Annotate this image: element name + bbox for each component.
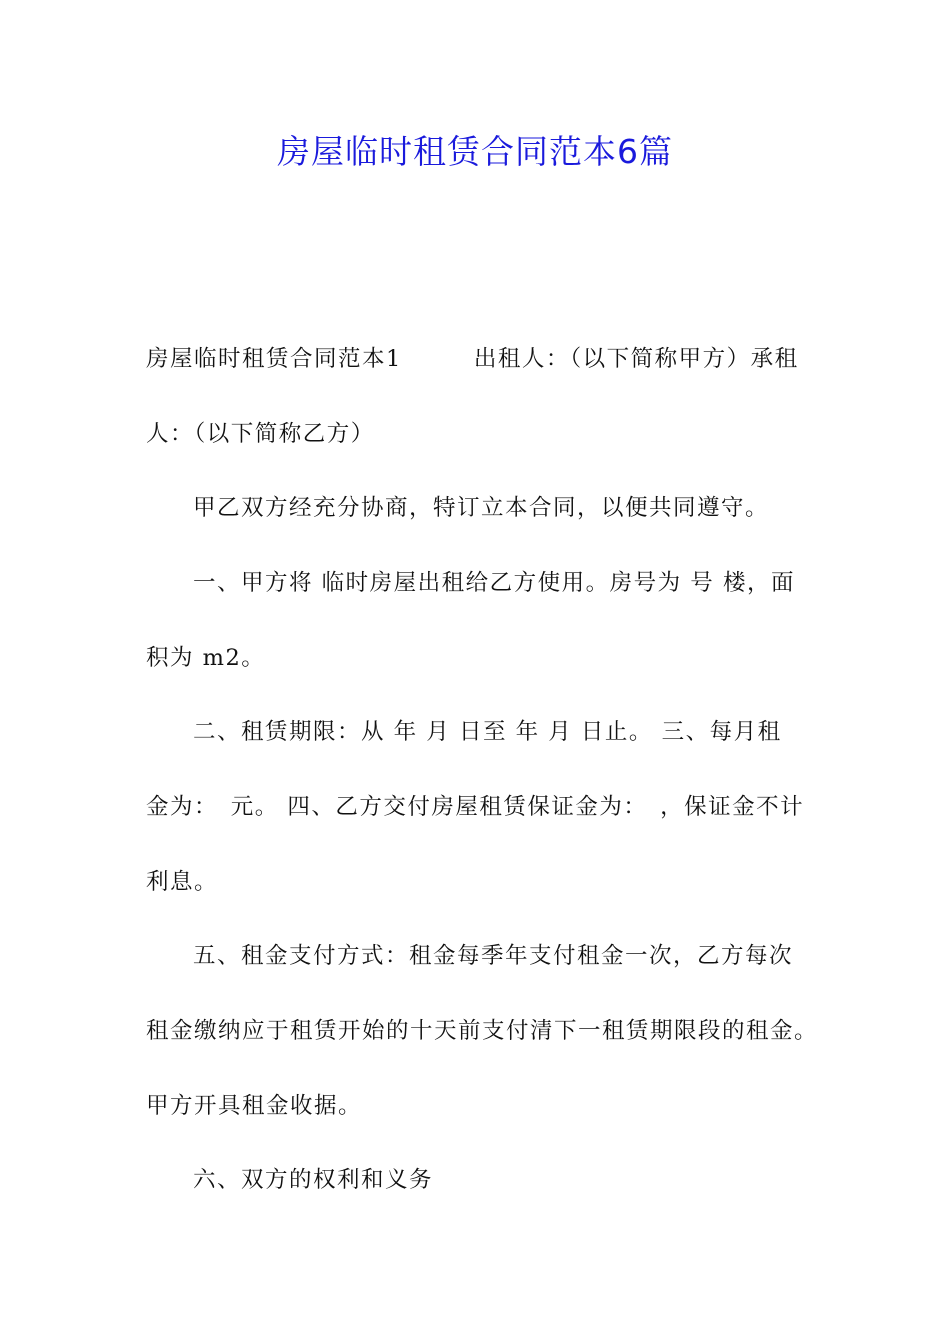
paragraph-line: 租金缴纳应于租赁开始的十天前支付清下一租赁期限段的租金。 bbox=[146, 1018, 819, 1044]
paragraph-line: 房屋临时租赁合同范本1 出租人：（以下简称甲方）承租 bbox=[146, 346, 799, 372]
paragraph-line: 一、甲方将 临时房屋出租给乙方使用。房号为 号 楼，面 bbox=[193, 570, 795, 596]
document-title: 房屋临时租赁合同范本6篇 bbox=[277, 132, 673, 171]
paragraph-line: 人：（以下简称乙方） bbox=[146, 421, 375, 447]
paragraph-line: 利息。 bbox=[146, 869, 219, 895]
paragraph-line: 六、双方的权利和义务 bbox=[193, 1167, 434, 1193]
paragraph-line: 甲方开具租金收据。 bbox=[146, 1093, 363, 1119]
paragraph-line: 金为： 元。 四、乙方交付房屋租赁保证金为： ，保证金不计 bbox=[146, 794, 805, 820]
paragraph-line: 二、租赁期限：从 年 月 日至 年 月 日止。 三、每月租 bbox=[193, 719, 782, 745]
paragraph-line: 甲乙双方经充分协商，特订立本合同，以便共同遵守。 bbox=[193, 495, 770, 521]
paragraph-line: 积为 m2。 bbox=[146, 645, 266, 671]
paragraph-line: 五、租金支付方式：租金每季年支付租金一次，乙方每次 bbox=[193, 943, 794, 969]
